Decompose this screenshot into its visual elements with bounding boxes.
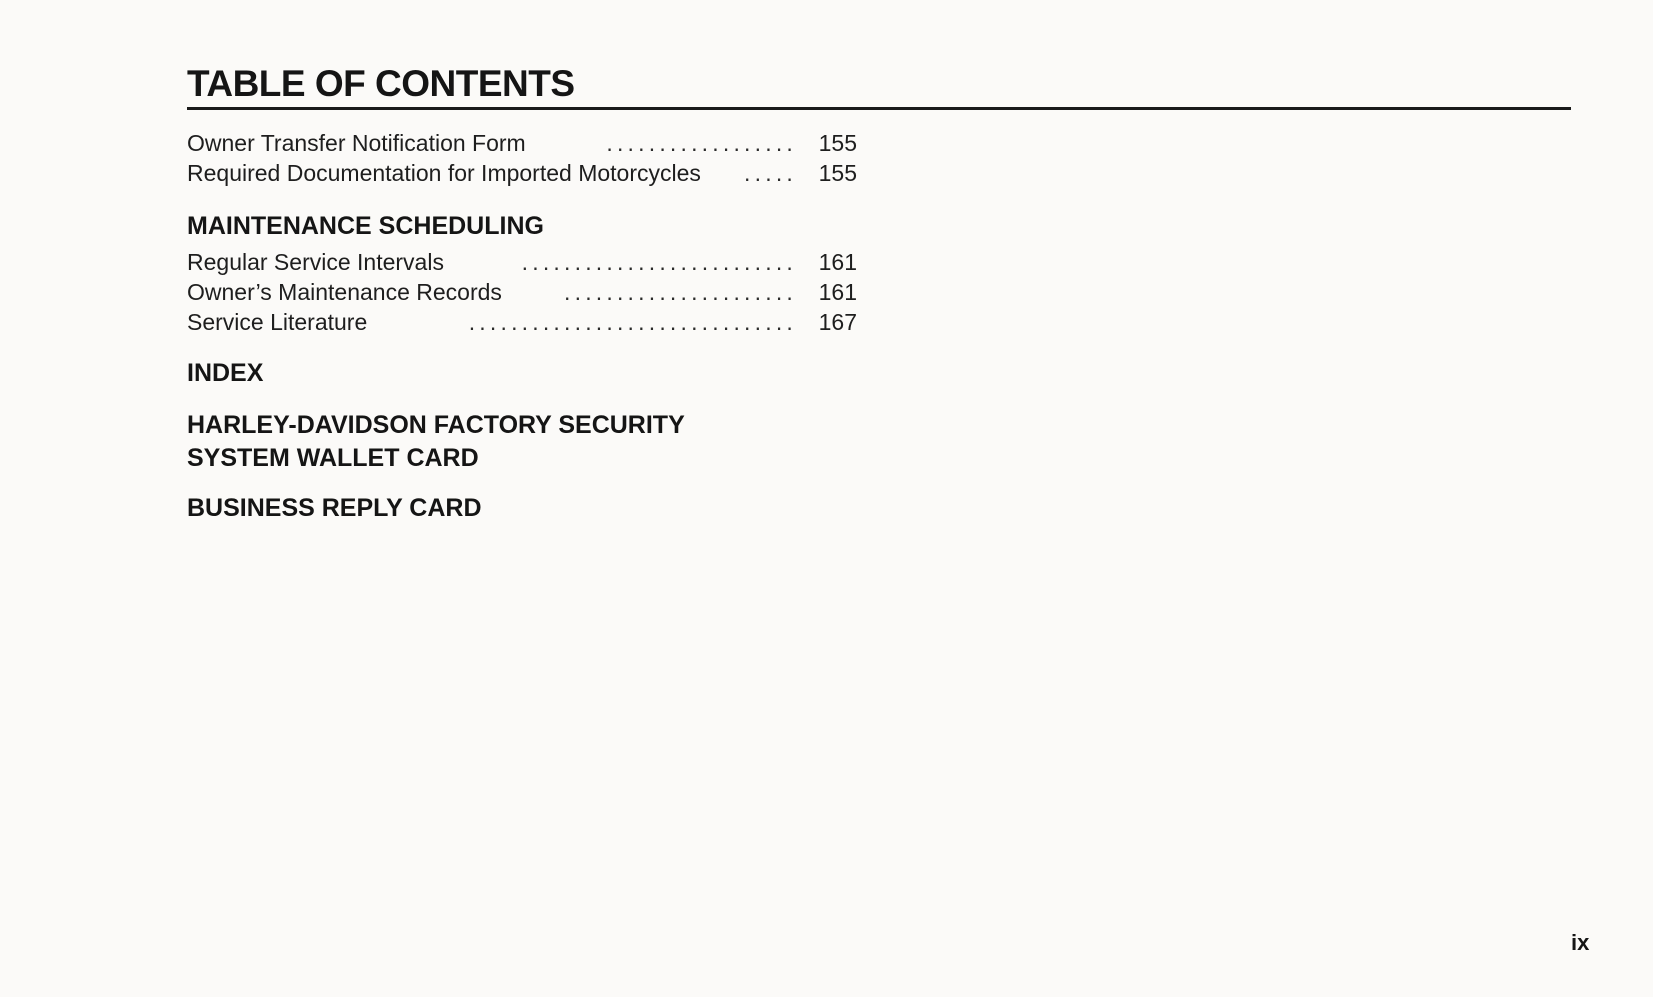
section-heading-maintenance[interactable]: MAINTENANCE SCHEDULING (187, 212, 544, 240)
section-heading-security-line1[interactable]: HARLEY-DAVIDSON FACTORY SECURITY (187, 411, 685, 439)
section-heading-index[interactable]: INDEX (187, 359, 264, 387)
title-rule (187, 107, 1571, 110)
dot-leader: ..... (744, 160, 797, 186)
toc-entry-label: Regular Service Intervals (187, 249, 444, 275)
page-number: ix (1571, 930, 1590, 955)
dot-leader: ...................... (564, 279, 797, 305)
toc-entry[interactable] (187, 277, 857, 307)
page-title: TABLE OF CONTENTS (187, 63, 575, 104)
toc-entry[interactable] (187, 247, 857, 277)
dot-leader: .......................... (521, 249, 797, 275)
toc-entry-label: Service Literature (187, 309, 368, 335)
dot-leader: .................. (606, 130, 797, 156)
toc-entry-page: 167 (818, 309, 857, 335)
toc-entry-page: 155 (818, 130, 857, 156)
toc-entry[interactable] (187, 307, 857, 337)
toc-list (187, 128, 857, 525)
section-heading-business-reply[interactable]: BUSINESS REPLY CARD (187, 494, 482, 522)
toc-entry-page: 161 (818, 249, 857, 275)
toc-entry-page: 155 (818, 160, 857, 186)
toc-entry-page: 161 (818, 279, 857, 305)
toc-entry[interactable] (187, 128, 857, 158)
toc-entry[interactable] (187, 158, 857, 188)
toc-entry-label: Owner’s Maintenance Records (187, 279, 502, 305)
section-heading-security-line2[interactable]: SYSTEM WALLET CARD (187, 444, 479, 472)
dot-leader: ............................... (468, 309, 797, 335)
toc-entry-label: Required Documentation for Imported Motorcycles (187, 160, 701, 186)
toc-entry-label: Owner Transfer Notification Form (187, 130, 526, 156)
